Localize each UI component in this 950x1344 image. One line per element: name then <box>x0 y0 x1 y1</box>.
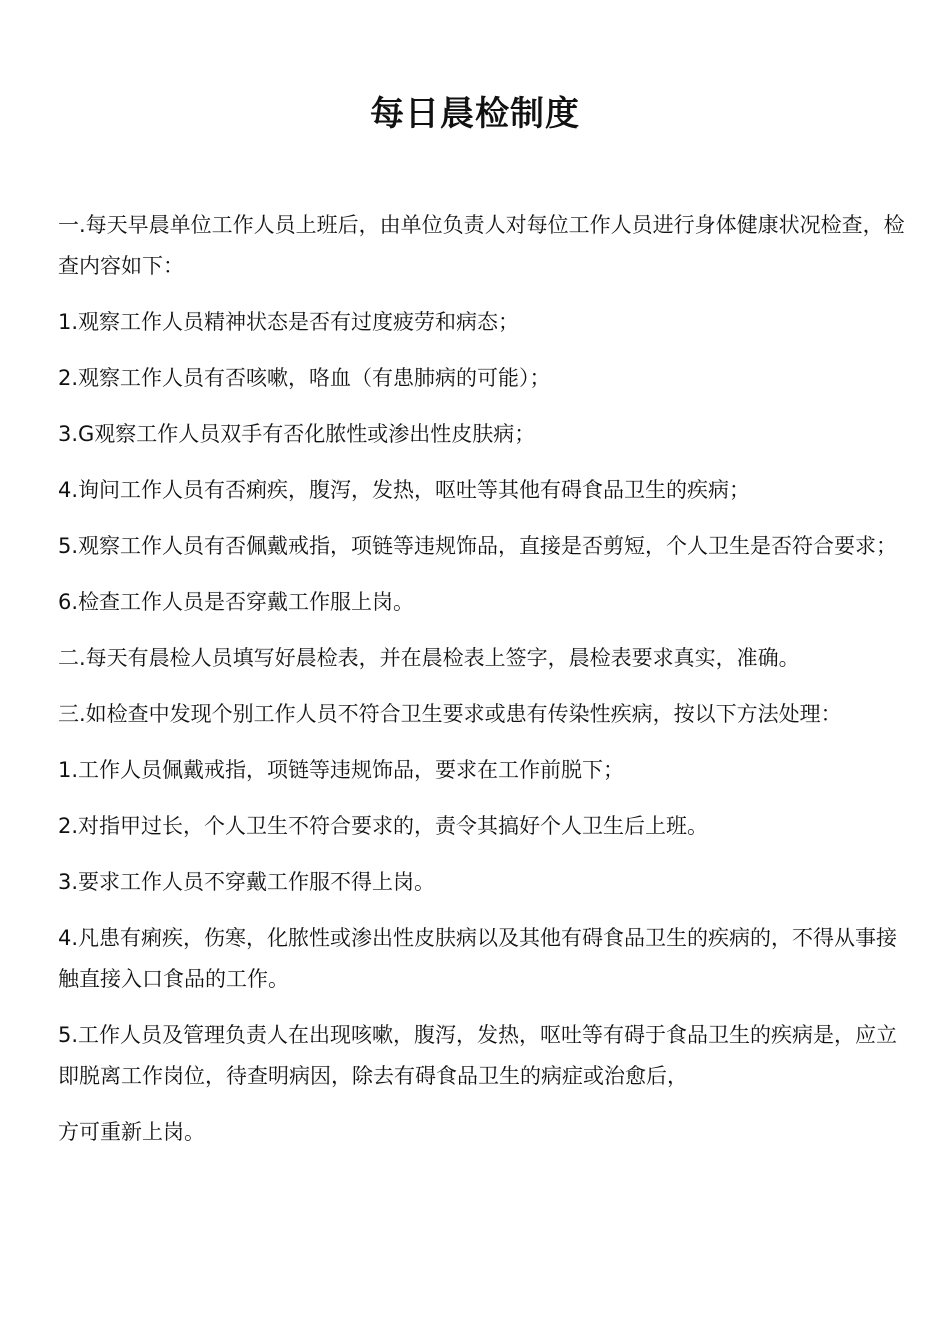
paragraph: 4.凡患有痢疾，伤寒，化脓性或渗出性皮肤病以及其他有碍食品卫生的疾病的，不得从事接触直接入口食品的工作。 <box>58 926 898 991</box>
paragraph: 2.对指甲过长，个人卫生不符合要求的，责令其搞好个人卫生后上班。 <box>58 814 709 838</box>
document-body <box>58 205 910 1168</box>
paragraph: 1.工作人员佩戴戒指，项链等违规饰品，要求在工作前脱下； <box>58 758 625 782</box>
paragraph: 1.观察工作人员精神状态是否有过度疲劳和病态； <box>58 310 520 334</box>
paragraph: 二.每天有晨检人员填写好晨检表，并在晨检表上签字，晨检表要求真实，准确。 <box>58 646 800 670</box>
paragraph: 2.观察工作人员有否咳嗽，咯血（有患肺病的可能）； <box>58 366 551 390</box>
paragraph: 3.要求工作人员不穿戴工作服不得上岗。 <box>58 870 436 894</box>
paragraph: 三.如检查中发现个别工作人员不符合卫生要求或患有传染性疾病，按以下方法处理： <box>58 702 842 726</box>
paragraph: 4.询问工作人员有否痢疾，腹泻，发热，呕吐等其他有碍食品卫生的疾病； <box>58 478 751 502</box>
paragraph: 5.观察工作人员有否佩戴戒指，项链等违规饰品，直接是否剪短，个人卫生是否符合要求； <box>58 534 898 558</box>
paragraph: 6.检查工作人员是否穿戴工作服上岗。 <box>58 590 415 614</box>
paragraph: 5.工作人员及管理负责人在出现咳嗽，腹泻，发热，呕吐等有碍于食品卫生的疾病是，应立即脱离工作岗位，待查明病因，除去有碍食品卫生的病症或治愈后， <box>58 1023 898 1088</box>
paragraph: 方可重新上岗。 <box>58 1120 205 1144</box>
paragraph: 一.每天早晨单位工作人员上班后，由单位负责人对每位工作人员进行身体健康状况检查，检查内容如下： <box>58 213 905 278</box>
paragraph: 3.G观察工作人员双手有否化脓性或渗出性皮肤病； <box>58 422 536 446</box>
page-title: 每日晨检制度 <box>370 94 580 134</box>
